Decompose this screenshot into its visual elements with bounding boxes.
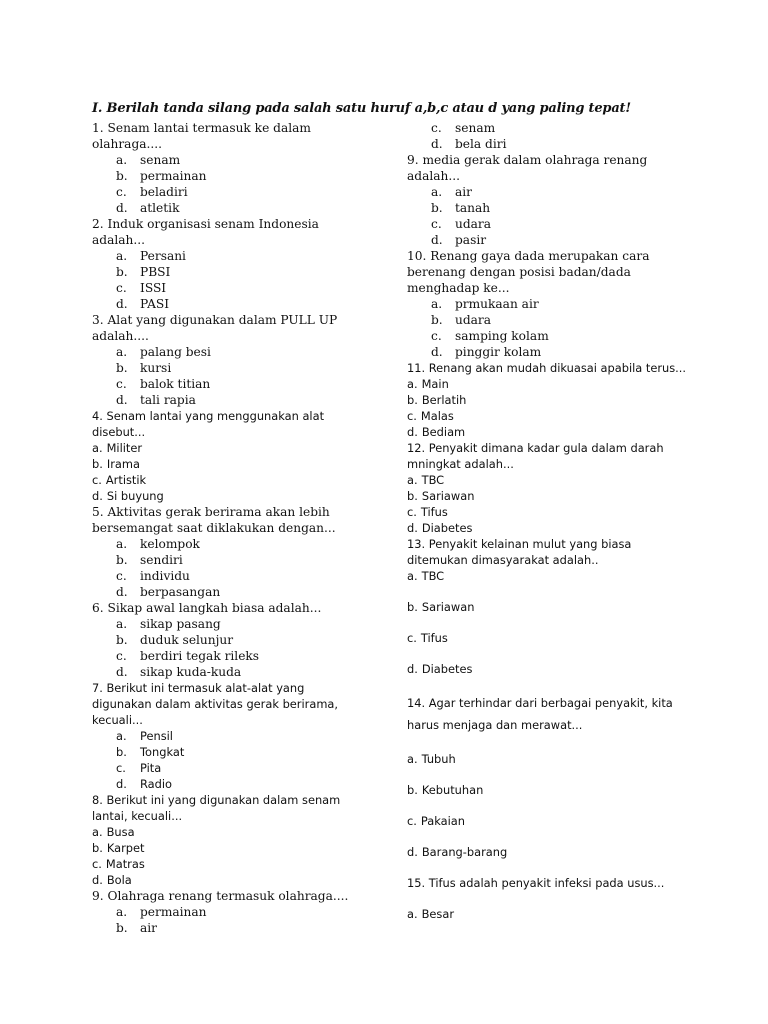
answer-option[interactable] — [92, 744, 354, 760]
option-letter: c. — [116, 649, 127, 663]
answer-option[interactable] — [92, 840, 354, 856]
option-letter: d. — [407, 521, 418, 535]
option-letter: a. — [116, 905, 128, 919]
option-text: kelompok — [140, 537, 200, 551]
answer-option[interactable] — [407, 568, 689, 584]
question-text: 3. Alat yang digunakan dalam PULL UP adalah.... — [92, 313, 338, 343]
option-letter: c. — [407, 814, 417, 828]
option-letter: b. — [116, 265, 128, 279]
option-text: Malas — [420, 409, 454, 423]
option-text: permainan — [140, 169, 207, 183]
option-letter: b. — [116, 169, 128, 183]
question-text: 10. Renang gaya dada merupakan cara berenang dengan posisi badan/dada menghadap ke... — [407, 249, 650, 295]
option-letter: b. — [431, 313, 443, 327]
option-letter: c. — [116, 761, 126, 775]
option-letter: d. — [92, 873, 103, 887]
answer-option[interactable] — [92, 616, 354, 632]
answer-option[interactable] — [92, 648, 354, 664]
option-letter: a. — [407, 907, 418, 921]
option-text: Tifus — [420, 505, 448, 519]
option-letter: b. — [116, 921, 128, 935]
option-text: PASI — [140, 297, 170, 311]
option-text: udara — [455, 313, 492, 327]
answer-option[interactable] — [407, 408, 689, 424]
option-text: sikap kuda-kuda — [140, 665, 242, 679]
option-letter: a. — [116, 345, 128, 359]
option-text: Tubuh — [421, 752, 456, 766]
option-text: berpasangan — [140, 585, 221, 599]
option-letter: b. — [116, 361, 128, 375]
option-text: Radio — [140, 777, 173, 791]
option-letter: c. — [431, 329, 442, 343]
question-text: 12. Penyakit dimana kadar gula dalam darah mningkat adalah... — [407, 441, 664, 471]
option-letter: d. — [407, 662, 418, 676]
right-column — [407, 120, 689, 922]
option-text: Matras — [105, 857, 145, 871]
answer-option[interactable] — [407, 136, 689, 152]
answer-option[interactable] — [407, 184, 689, 200]
option-text: tanah — [455, 201, 491, 215]
option-text: udara — [455, 217, 492, 231]
answer-option[interactable] — [92, 632, 354, 648]
answer-option[interactable] — [407, 216, 689, 232]
answer-option[interactable] — [92, 728, 354, 744]
answer-option[interactable] — [407, 424, 689, 440]
option-letter: a. — [116, 729, 127, 743]
answer-option[interactable] — [92, 264, 354, 280]
answer-option[interactable] — [407, 120, 689, 136]
answer-option[interactable] — [92, 904, 354, 920]
option-text: pasir — [455, 233, 487, 247]
answer-option[interactable] — [407, 200, 689, 216]
option-letter: d. — [116, 297, 128, 311]
option-text: sikap pasang — [140, 617, 221, 631]
option-letter: a. — [431, 185, 443, 199]
answer-option[interactable] — [92, 776, 354, 792]
option-letter: b. — [407, 783, 418, 797]
answer-option[interactable] — [407, 599, 689, 615]
question-text: 11. Renang akan mudah dikuasai apabila terus... — [407, 361, 687, 375]
option-letter: b. — [431, 201, 443, 215]
option-letter: b. — [116, 553, 128, 567]
option-letter: d. — [407, 425, 418, 439]
option-text: senam — [455, 121, 496, 135]
option-text: Militer — [106, 441, 143, 455]
option-text: Diabetes — [421, 521, 473, 535]
question-text: 15. Tifus adalah penyakit infeksi pada usus... — [407, 876, 665, 890]
option-letter: c. — [431, 217, 442, 231]
option-letter: c. — [92, 857, 102, 871]
option-text: Busa — [106, 825, 135, 839]
option-text: Diabetes — [421, 662, 473, 676]
answer-option[interactable] — [92, 552, 354, 568]
answer-option[interactable] — [407, 813, 689, 829]
option-letter: c. — [116, 569, 127, 583]
answer-option[interactable] — [92, 584, 354, 600]
question-text: 9. media gerak dalam olahraga renang adalah... — [407, 153, 648, 183]
answer-option[interactable] — [92, 536, 354, 552]
option-text: duduk selunjur — [140, 633, 234, 647]
option-text: Persani — [140, 249, 186, 263]
answer-option[interactable] — [407, 344, 689, 360]
option-letter: d. — [116, 585, 128, 599]
question-text: 6. Sikap awal langkah biasa adalah... — [92, 601, 322, 615]
answer-option[interactable] — [407, 630, 689, 646]
option-text: Kebutuhan — [421, 783, 484, 797]
answer-option[interactable] — [92, 920, 354, 936]
option-letter: d. — [431, 137, 443, 151]
answer-option[interactable] — [407, 232, 689, 248]
option-text: Artistik — [105, 473, 147, 487]
question-text: 13. Penyakit kelainan mulut yang biasa ditemukan dimasyarakat adalah.. — [407, 537, 632, 567]
question-text: 5. Aktivitas gerak berirama akan lebih bersemangat saat diklakukan dengan... — [92, 505, 336, 535]
option-letter: c. — [431, 121, 442, 135]
option-text: atletik — [140, 201, 180, 215]
question-text: 14. Agar terhindar dari berbagai penyakit, kita harus menjaga dan merawat... — [407, 696, 673, 732]
option-letter: d. — [116, 201, 128, 215]
answer-option[interactable] — [92, 488, 354, 504]
answer-option[interactable] — [407, 312, 689, 328]
answer-option[interactable] — [92, 296, 354, 312]
answer-option[interactable] — [92, 568, 354, 584]
answer-option[interactable] — [407, 376, 689, 392]
answer-option[interactable] — [92, 200, 354, 216]
question-text: 4. Senam lantai yang menggunakan alat disebut... — [92, 409, 325, 439]
option-text: Irama — [106, 457, 140, 471]
answer-option[interactable] — [92, 440, 354, 456]
answer-option[interactable] — [92, 280, 354, 296]
answer-option[interactable] — [92, 472, 354, 488]
option-letter: a. — [92, 825, 103, 839]
option-text: individu — [140, 569, 190, 583]
page-title: I. Berilah tanda silang pada salah satu huruf a,b,c atau d yang paling tepat! — [92, 101, 631, 116]
option-text: berdiri tegak rileks — [140, 649, 260, 663]
option-letter: a. — [116, 617, 128, 631]
option-letter: d. — [92, 489, 103, 503]
option-text: PBSI — [140, 265, 171, 279]
option-text: bela diri — [455, 137, 507, 151]
option-letter: b. — [92, 841, 103, 855]
option-letter: c. — [92, 473, 102, 487]
option-text: Sariawan — [421, 489, 475, 503]
option-letter: c. — [116, 185, 127, 199]
option-text: Barang-barang — [421, 845, 508, 859]
option-letter: b. — [92, 457, 103, 471]
answer-option[interactable] — [92, 760, 354, 776]
option-letter: a. — [116, 537, 128, 551]
question-text: 7. Berikut ini termasuk alat-alat yang digunakan dalam aktivitas gerak berirama, kecuali... — [92, 681, 339, 727]
left-column — [92, 120, 354, 936]
option-text: samping kolam — [455, 329, 549, 343]
answer-option[interactable] — [407, 751, 689, 767]
answer-option[interactable] — [407, 328, 689, 344]
option-letter: a. — [431, 297, 443, 311]
answer-option[interactable] — [407, 392, 689, 408]
question-text: 1. Senam lantai termasuk ke dalam olahraga.... — [92, 121, 311, 151]
option-text: Besar — [421, 907, 455, 921]
option-text: Si buyung — [106, 489, 164, 503]
option-letter: a. — [116, 249, 128, 263]
option-letter: c. — [116, 281, 127, 295]
answer-option[interactable] — [92, 824, 354, 840]
option-letter: c. — [116, 377, 127, 391]
option-letter: a. — [407, 569, 418, 583]
answer-option[interactable] — [407, 661, 689, 677]
option-text: ISSI — [140, 281, 167, 295]
option-letter: b. — [407, 600, 418, 614]
answer-option[interactable] — [92, 456, 354, 472]
option-letter: a. — [407, 377, 418, 391]
answer-option[interactable] — [407, 504, 689, 520]
option-text: kursi — [140, 361, 172, 375]
answer-option[interactable] — [92, 376, 354, 392]
option-letter: d. — [431, 233, 443, 247]
option-letter: d. — [116, 777, 127, 791]
option-letter: c. — [407, 409, 417, 423]
answer-option[interactable] — [92, 856, 354, 872]
option-letter: c. — [407, 505, 417, 519]
option-text: Bola — [106, 873, 132, 887]
option-text: Pakaian — [420, 814, 465, 828]
option-text: senam — [140, 153, 181, 167]
option-text: Sariawan — [421, 600, 475, 614]
option-text: Karpet — [106, 841, 145, 855]
option-text: balok titian — [140, 377, 211, 391]
option-letter: d. — [116, 393, 128, 407]
answer-option[interactable] — [407, 782, 689, 798]
option-text: pinggir kolam — [455, 345, 542, 359]
option-letter: d. — [116, 665, 128, 679]
answer-option[interactable] — [92, 184, 354, 200]
option-text: Tongkat — [140, 745, 185, 759]
option-text: prmukaan air — [455, 297, 539, 311]
question-text: 2. Induk organisasi senam Indonesia adalah... — [92, 217, 319, 247]
answer-option[interactable] — [407, 844, 689, 860]
option-text: air — [140, 921, 157, 935]
answer-option[interactable] — [92, 248, 354, 264]
option-text: beladiri — [140, 185, 188, 199]
option-letter: a. — [407, 473, 418, 487]
option-letter: a. — [407, 752, 418, 766]
option-letter: b. — [407, 489, 418, 503]
option-text: Bediam — [421, 425, 466, 439]
answer-option[interactable] — [92, 360, 354, 376]
answer-option[interactable] — [92, 872, 354, 888]
option-text: TBC — [421, 569, 445, 583]
option-letter: c. — [407, 631, 417, 645]
answer-option[interactable] — [407, 472, 689, 488]
answer-option[interactable] — [92, 168, 354, 184]
option-text: palang besi — [140, 345, 211, 359]
option-text: air — [455, 185, 472, 199]
option-letter: b. — [407, 393, 418, 407]
option-letter: d. — [431, 345, 443, 359]
option-text: TBC — [421, 473, 445, 487]
option-letter: a. — [116, 153, 128, 167]
answer-option[interactable] — [92, 392, 354, 408]
option-text: sendiri — [140, 553, 183, 567]
answer-option[interactable] — [407, 520, 689, 536]
answer-option[interactable] — [92, 664, 354, 680]
option-text: Berlatih — [421, 393, 467, 407]
answer-option[interactable] — [407, 906, 689, 922]
answer-option[interactable] — [407, 296, 689, 312]
option-letter: b. — [116, 745, 127, 759]
option-text: Main — [421, 377, 449, 391]
answer-option[interactable] — [92, 152, 354, 168]
option-text: Pita — [140, 761, 162, 775]
option-letter: d. — [407, 845, 418, 859]
option-text: permainan — [140, 905, 207, 919]
answer-option[interactable] — [92, 344, 354, 360]
answer-option[interactable] — [407, 488, 689, 504]
option-text: tali rapia — [140, 393, 196, 407]
option-letter: b. — [116, 633, 128, 647]
option-letter: a. — [92, 441, 103, 455]
question-text: 9. Olahraga renang termasuk olahraga.... — [92, 889, 349, 903]
option-text: Tifus — [420, 631, 448, 645]
option-text: Pensil — [140, 729, 173, 743]
question-text: 8. Berikut ini yang digunakan dalam senam lantai, kecuali... — [92, 793, 341, 823]
